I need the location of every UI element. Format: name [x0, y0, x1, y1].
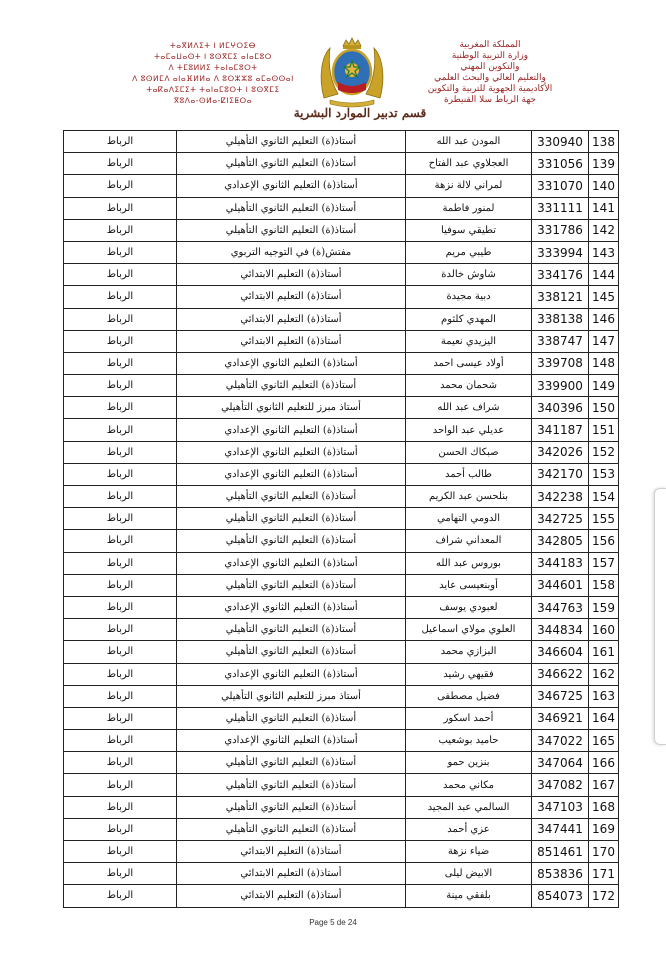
table-row	[64, 352, 619, 374]
table-row	[64, 463, 619, 485]
table-row	[64, 397, 619, 419]
grade-cell: أستاذ(ة) التعليم الابتدائي	[177, 841, 406, 863]
city-cell: الرباط	[64, 375, 177, 397]
name-cell: المودن عبد الله	[406, 131, 532, 153]
city-cell: الرباط	[64, 885, 177, 907]
name-cell: بلفقي مينة	[406, 885, 532, 907]
row-number-cell: 145	[589, 286, 619, 308]
row-number-cell: 157	[589, 552, 619, 574]
table-row	[64, 818, 619, 840]
table-row	[64, 863, 619, 885]
city-cell: الرباط	[64, 175, 177, 197]
tifinagh-line: ⴳⵓⴷⴰ-ⵙⵍⴰ-ⵇⵏⵉⵟⵔⴰ	[173, 96, 253, 105]
row-number-cell: 155	[589, 508, 619, 530]
grade-cell: أستاذ(ة) التعليم الثانوي التأهيلي	[177, 375, 406, 397]
table-row	[64, 752, 619, 774]
city-cell: الرباط	[64, 685, 177, 707]
table-row	[64, 286, 619, 308]
row-number-cell: 158	[589, 574, 619, 596]
name-cell: لعبودي يوسف	[406, 596, 532, 618]
row-number-cell: 169	[589, 818, 619, 840]
row-number-cell: 172	[589, 885, 619, 907]
name-cell: الابيض ليلى	[406, 863, 532, 885]
name-cell: فقيهي رشيد	[406, 663, 532, 685]
city-cell: الرباط	[64, 730, 177, 752]
grade-cell: أستاذ(ة) التعليم الابتدائي	[177, 308, 406, 330]
ministry-line: الأكاديمية الجهوية للتربية والتكوين	[427, 84, 553, 94]
table-row	[64, 264, 619, 286]
grade-cell: أستاذ(ة) التعليم الثانوي الإعدادي	[177, 419, 406, 441]
id-cell: 339708	[532, 352, 589, 374]
name-cell: بنزين حمو	[406, 752, 532, 774]
grade-cell: أستاذ(ة) التعليم الابتدائي	[177, 885, 406, 907]
city-cell: الرباط	[64, 330, 177, 352]
city-cell: الرباط	[64, 796, 177, 818]
name-cell: البزازي محمد	[406, 641, 532, 663]
table-row	[64, 841, 619, 863]
table-row	[64, 574, 619, 596]
id-cell: 330940	[532, 131, 589, 153]
grade-cell: أستاذ(ة) التعليم الثانوي التأهيلي	[177, 486, 406, 508]
grade-cell: أستاذ(ة) التعليم الثانوي التأهيلي	[177, 707, 406, 729]
table-row	[64, 486, 619, 508]
id-cell: 853836	[532, 863, 589, 885]
name-cell: دبية مجيدة	[406, 286, 532, 308]
name-cell: حاميد بوشعيب	[406, 730, 532, 752]
city-cell: الرباط	[64, 241, 177, 263]
row-number-cell: 140	[589, 175, 619, 197]
row-number-cell: 168	[589, 796, 619, 818]
name-cell: تطيقي سوفيا	[406, 219, 532, 241]
city-cell: الرباط	[64, 508, 177, 530]
grade-cell: أستاذ(ة) التعليم الثانوي التأهيلي	[177, 530, 406, 552]
city-cell: الرباط	[64, 818, 177, 840]
row-number-cell: 156	[589, 530, 619, 552]
name-cell: أحمد اسكور	[406, 707, 532, 729]
id-cell: 342725	[532, 508, 589, 530]
name-cell: طالب أحمد	[406, 463, 532, 485]
id-cell: 342805	[532, 530, 589, 552]
grade-cell: أستاذ(ة) التعليم الثانوي الإعدادي	[177, 730, 406, 752]
grade-cell: أستاذ(ة) التعليم الابتدائي	[177, 863, 406, 885]
grade-cell: أستاذ(ة) التعليم الثانوي الإعدادي	[177, 441, 406, 463]
city-cell: الرباط	[64, 641, 177, 663]
row-number-cell: 171	[589, 863, 619, 885]
city-cell: الرباط	[64, 707, 177, 729]
id-cell: 342170	[532, 463, 589, 485]
table-row	[64, 885, 619, 907]
name-cell: لمنور فاطمة	[406, 197, 532, 219]
table-row	[64, 219, 619, 241]
grade-cell: أستاذ(ة) التعليم الثانوي الإعدادي	[177, 175, 406, 197]
name-cell: شحمان محمد	[406, 375, 532, 397]
grade-cell: أستاذ(ة) التعليم الثانوي التأهيلي	[177, 508, 406, 530]
page-number: Page 5 de 24	[309, 918, 357, 927]
id-cell: 338138	[532, 308, 589, 330]
city-cell: الرباط	[64, 286, 177, 308]
id-cell: 342026	[532, 441, 589, 463]
id-cell: 342238	[532, 486, 589, 508]
row-number-cell: 164	[589, 707, 619, 729]
row-number-cell: 147	[589, 330, 619, 352]
id-cell: 341187	[532, 419, 589, 441]
name-cell: ضياء نزهة	[406, 841, 532, 863]
grade-cell: مفتش(ة) في التوجيه التربوي	[177, 241, 406, 263]
grade-cell: أستاذ(ة) التعليم الثانوي التأهيلي	[177, 796, 406, 818]
name-cell: أولاد عيسى احمد	[406, 352, 532, 374]
name-cell: بنلحسن عبد الكريم	[406, 486, 532, 508]
grade-cell: أستاذ(ة) التعليم الثانوي التأهيلي	[177, 774, 406, 796]
city-cell: الرباط	[64, 197, 177, 219]
id-cell: 344763	[532, 596, 589, 618]
row-number-cell: 152	[589, 441, 619, 463]
name-cell: بوروس عبد الله	[406, 552, 532, 574]
id-cell: 334176	[532, 264, 589, 286]
city-cell: الرباط	[64, 663, 177, 685]
id-cell: 346622	[532, 663, 589, 685]
city-cell: الرباط	[64, 264, 177, 286]
name-cell: المهدي كلثوم	[406, 308, 532, 330]
name-cell: أوبنعيسى عايد	[406, 574, 532, 596]
row-number-cell: 165	[589, 730, 619, 752]
row-number-cell: 141	[589, 197, 619, 219]
staff-table-wrapper	[63, 130, 619, 908]
id-cell: 851461	[532, 841, 589, 863]
table-row	[64, 552, 619, 574]
row-number-cell: 153	[589, 463, 619, 485]
name-cell: اليزيدي نعيمة	[406, 330, 532, 352]
row-number-cell: 154	[589, 486, 619, 508]
table-row	[64, 707, 619, 729]
name-cell: العلوي مولاي اسماعيل	[406, 619, 532, 641]
id-cell: 347103	[532, 796, 589, 818]
row-number-cell: 138	[589, 131, 619, 153]
table-row	[64, 441, 619, 463]
name-cell: لمراني لالة نزهة	[406, 175, 532, 197]
table-row	[64, 197, 619, 219]
grade-cell: أستاذ(ة) التعليم الثانوي الإعدادي	[177, 352, 406, 374]
row-number-cell: 150	[589, 397, 619, 419]
name-cell: عزي أحمد	[406, 818, 532, 840]
grade-cell: أستاذ(ة) التعليم الثانوي التأهيلي	[177, 131, 406, 153]
row-number-cell: 160	[589, 619, 619, 641]
id-cell: 333994	[532, 241, 589, 263]
city-cell: الرباط	[64, 419, 177, 441]
id-cell: 347022	[532, 730, 589, 752]
id-cell: 344601	[532, 574, 589, 596]
city-cell: الرباط	[64, 841, 177, 863]
row-number-cell: 163	[589, 685, 619, 707]
name-cell: مكاني محمد	[406, 774, 532, 796]
id-cell: 346604	[532, 641, 589, 663]
grade-cell: أستاذ(ة) التعليم الثانوي التأهيلي	[177, 619, 406, 641]
table-row	[64, 619, 619, 641]
city-cell: الرباط	[64, 774, 177, 796]
id-cell: 338121	[532, 286, 589, 308]
id-cell: 346725	[532, 685, 589, 707]
staff-table	[63, 130, 619, 908]
city-cell: الرباط	[64, 153, 177, 175]
grade-cell: أستاذ(ة) التعليم الثانوي الإعدادي	[177, 552, 406, 574]
grade-cell: أستاذ(ة) التعليم الثانوي التأهيلي	[177, 752, 406, 774]
row-number-cell: 142	[589, 219, 619, 241]
grade-cell: أستاذ(ة) التعليم الابتدائي	[177, 264, 406, 286]
ministry-line: جهة الرباط سلا القنيطرة	[443, 95, 537, 105]
id-cell: 339900	[532, 375, 589, 397]
city-cell: الرباط	[64, 530, 177, 552]
grade-cell: أستاذ مبرز للتعليم الثانوي التأهيلي	[177, 685, 406, 707]
id-cell: 854073	[532, 885, 589, 907]
id-cell: 331056	[532, 153, 589, 175]
row-number-cell: 149	[589, 375, 619, 397]
grade-cell: أستاذ(ة) التعليم الثانوي التأهيلي	[177, 818, 406, 840]
id-cell: 331070	[532, 175, 589, 197]
name-cell: المعداني شراف	[406, 530, 532, 552]
tifinagh-line: ⵜⴰⴽⴰⴷⵉⵎⵉⵜ ⵜⴰⵏⴰⵎⵓⵔⵜ ⵏ ⵓⵙⴳⵎⵉ	[146, 85, 280, 94]
tifinagh-line: ⴷ ⵓⵙⵍⵎⴷ ⴰⵏⴰⴼⵍⵍⴰ ⴷ ⵓⵔⵣⵣⵓ ⴰⵎⴰⵙⵙⴰⵏ	[132, 74, 294, 83]
id-cell: 347082	[532, 774, 589, 796]
tifinagh-line: ⵜⴰⴳⵍⴷⵉⵜ ⵏ ⵍⵎⵖⵔⵉⴱ	[170, 41, 256, 50]
city-cell: الرباط	[64, 308, 177, 330]
arabic-ministry-title	[420, 40, 560, 106]
grade-cell: أستاذ(ة) التعليم الثانوي التأهيلي	[177, 641, 406, 663]
id-cell: 344183	[532, 552, 589, 574]
id-cell: 347441	[532, 818, 589, 840]
ministry-line: وزارة التربية الوطنية	[451, 51, 529, 61]
row-number-cell: 161	[589, 641, 619, 663]
city-cell: الرباط	[64, 574, 177, 596]
table-row	[64, 685, 619, 707]
table-row	[64, 774, 619, 796]
table-row	[64, 596, 619, 618]
row-number-cell: 143	[589, 241, 619, 263]
grade-cell: أستاذ(ة) التعليم الثانوي التأهيلي	[177, 153, 406, 175]
table-row	[64, 308, 619, 330]
table-row	[64, 796, 619, 818]
table-row	[64, 241, 619, 263]
city-cell: الرباط	[64, 463, 177, 485]
row-number-cell: 167	[589, 774, 619, 796]
city-cell: الرباط	[64, 131, 177, 153]
row-number-cell: 159	[589, 596, 619, 618]
table-row	[64, 175, 619, 197]
grade-cell: أستاذ(ة) التعليم الثانوي الإعدادي	[177, 663, 406, 685]
ministry-line: المملكة المغربية	[459, 40, 521, 50]
city-cell: الرباط	[64, 863, 177, 885]
tifinagh-line: ⵜⴰⵎⴰⵡⴰⵙⵜ ⵏ ⵓⵙⴳⵎⵉ ⴰⵏⴰⵎⵓⵔ	[154, 52, 272, 61]
table-row	[64, 641, 619, 663]
table-row	[64, 419, 619, 441]
grade-cell: أستاذ(ة) التعليم الثانوي التأهيلي	[177, 197, 406, 219]
ministry-line: والتكوين المهني	[460, 62, 520, 72]
id-cell: 338747	[532, 330, 589, 352]
name-cell: السالمي عبد المجيد	[406, 796, 532, 818]
id-cell: 347064	[532, 752, 589, 774]
grade-cell: أستاذ(ة) التعليم الثانوي التأهيلي	[177, 574, 406, 596]
department-title: قسم تدبير الموارد البشرية	[293, 106, 427, 120]
viewer-side-tab[interactable]	[654, 488, 666, 745]
table-row	[64, 153, 619, 175]
table-row	[64, 375, 619, 397]
table-row	[64, 730, 619, 752]
city-cell: الرباط	[64, 552, 177, 574]
row-number-cell: 144	[589, 264, 619, 286]
ministry-line: والتعليم العالي والبحث العلمي	[434, 73, 546, 83]
city-cell: الرباط	[64, 441, 177, 463]
id-cell: 340396	[532, 397, 589, 419]
id-cell: 331786	[532, 219, 589, 241]
name-cell: العجلاوي عبد الفتاح	[406, 153, 532, 175]
city-cell: الرباط	[64, 397, 177, 419]
city-cell: الرباط	[64, 486, 177, 508]
row-number-cell: 151	[589, 419, 619, 441]
grade-cell: أستاذ(ة) التعليم الثانوي الإعدادي	[177, 463, 406, 485]
city-cell: الرباط	[64, 619, 177, 641]
staff-table-body	[64, 131, 619, 908]
row-number-cell: 162	[589, 663, 619, 685]
city-cell: الرباط	[64, 752, 177, 774]
row-number-cell: 148	[589, 352, 619, 374]
name-cell: شاوش خالدة	[406, 264, 532, 286]
document-header	[0, 0, 666, 130]
row-number-cell: 170	[589, 841, 619, 863]
city-cell: الرباط	[64, 596, 177, 618]
id-cell: 331111	[532, 197, 589, 219]
city-cell: الرباط	[64, 352, 177, 374]
grade-cell: أستاذ(ة) التعليم الثانوي الإعدادي	[177, 596, 406, 618]
tifinagh-line: ⴷ ⵜⵎⵓⵍⵍⵉ ⵜⴰⵏⴰⵎⵓⵔⵜ	[168, 63, 258, 72]
morocco-coat-of-arms-icon	[316, 36, 388, 108]
grade-cell: أستاذ(ة) التعليم الابتدائي	[177, 286, 406, 308]
table-row	[64, 663, 619, 685]
id-cell: 346921	[532, 707, 589, 729]
grade-cell: أستاذ(ة) التعليم الثانوي التأهيلي	[177, 219, 406, 241]
name-cell: الدومي التهامي	[406, 508, 532, 530]
table-row	[64, 330, 619, 352]
row-number-cell: 146	[589, 308, 619, 330]
row-number-cell: 166	[589, 752, 619, 774]
row-number-cell: 139	[589, 153, 619, 175]
name-cell: عديلي عبد الواحد	[406, 419, 532, 441]
tifinagh-ministry-title	[108, 40, 318, 106]
table-row	[64, 508, 619, 530]
name-cell: شراف عبد الله	[406, 397, 532, 419]
name-cell: طيبي مريم	[406, 241, 532, 263]
grade-cell: أستاذ مبرز للتعليم الثانوي التأهيلي	[177, 397, 406, 419]
name-cell: صبكاك الحسن	[406, 441, 532, 463]
name-cell: فضيل مصطفى	[406, 685, 532, 707]
table-row	[64, 131, 619, 153]
table-row	[64, 530, 619, 552]
city-cell: الرباط	[64, 219, 177, 241]
grade-cell: أستاذ(ة) التعليم الابتدائي	[177, 330, 406, 352]
id-cell: 344834	[532, 619, 589, 641]
